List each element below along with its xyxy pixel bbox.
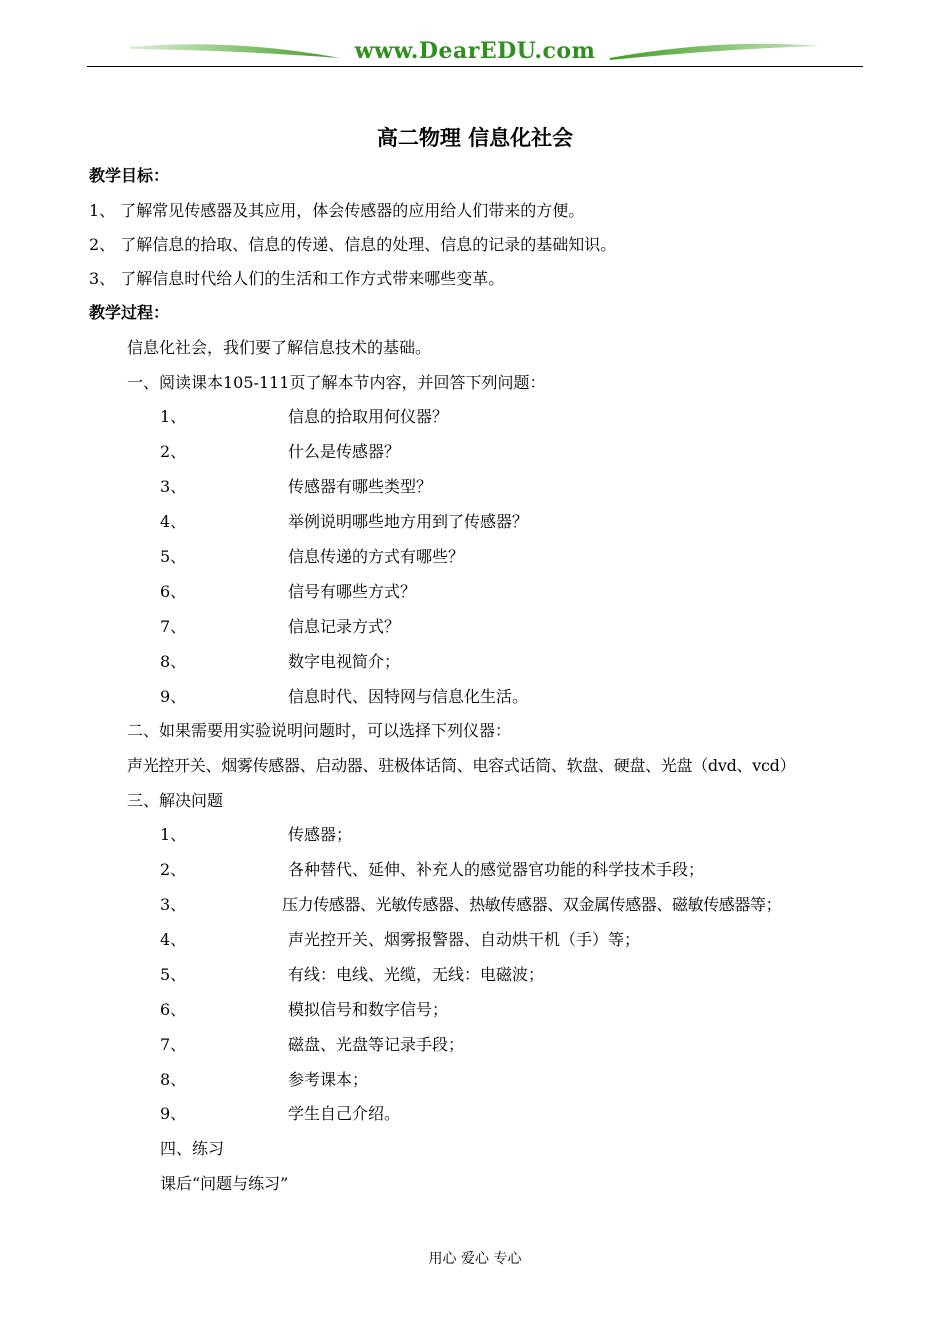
goal-item: 3、 了解信息时代给人们的生活和工作方式带来哪些变革。 — [89, 269, 505, 288]
page-title: 高二物理 信息化社会 — [376, 126, 574, 150]
question-text: 信息的拾取用何仪器？ — [288, 407, 449, 426]
answer-number: 5、 — [160, 965, 187, 984]
section-three-heading: 三、解决问题 — [127, 791, 224, 810]
answer-text: 模拟信号和数字信号； — [288, 1000, 449, 1019]
answer-number: 9、 — [160, 1104, 187, 1123]
question-number: 4、 — [160, 512, 187, 531]
process-heading: 教学过程： — [89, 303, 170, 322]
answer-text: 压力传感器、光敏传感器、热敏传感器、双金属传感器、磁敏传感器等； — [282, 895, 782, 914]
answer-text: 磁盘、光盘等记录手段； — [288, 1035, 465, 1054]
question-number: 7、 — [160, 617, 187, 636]
answer-number: 4、 — [160, 930, 187, 949]
question-number: 9、 — [160, 687, 187, 706]
question-number: 3、 — [160, 477, 187, 496]
answer-text: 参考课本； — [288, 1070, 369, 1089]
answer-text: 有线：电线、光缆，无线：电磁波； — [288, 965, 545, 984]
section-one-heading: 一、阅读课本105-111页了解本节内容，并回答下列问题： — [127, 373, 546, 392]
answer-number: 2、 — [160, 860, 187, 879]
goal-item: 2、 了解信息的拾取、信息的传递、信息的处理、信息的记录的基础知识。 — [89, 235, 617, 254]
question-text: 什么是传感器？ — [288, 442, 401, 461]
question-number: 2、 — [160, 442, 187, 461]
answer-text: 声光控开关、烟雾报警器、自动烘干机（手）等； — [288, 930, 641, 949]
question-text: 信息传递的方式有哪些？ — [288, 547, 465, 566]
answer-text: 各种替代、延伸、补充人的感觉器官功能的科学技术手段； — [288, 860, 705, 879]
section-four-heading: 四、练习 — [160, 1139, 225, 1158]
question-number: 5、 — [160, 547, 187, 566]
question-text: 传感器有哪些类型？ — [288, 477, 433, 496]
section-two-heading: 二、如果需要用实验说明问题时，可以选择下列仪器： — [127, 721, 512, 740]
question-number: 1、 — [160, 407, 187, 426]
answer-text: 学生自己介绍。 — [288, 1104, 401, 1123]
goals-heading: 教学目标： — [89, 166, 170, 185]
question-number: 8、 — [160, 652, 187, 671]
answer-number: 8、 — [160, 1070, 187, 1089]
question-text: 信息记录方式？ — [288, 617, 401, 636]
answer-text: 传感器； — [288, 825, 353, 844]
question-text: 举例说明哪些地方用到了传感器？ — [288, 512, 529, 531]
question-text: 数字电视简介； — [288, 652, 401, 671]
question-number: 6、 — [160, 582, 187, 601]
question-text: 信息时代、因特网与信息化生活。 — [288, 687, 529, 706]
page-header — [0, 0, 950, 80]
question-text: 信号有哪些方式？ — [288, 582, 417, 601]
process-intro: 信息化社会，我们要了解信息技术的基础。 — [127, 338, 432, 357]
answer-number: 6、 — [160, 1000, 187, 1019]
instrument-list: 声光控开关、烟雾传感器、启动器、驻极体话筒、电容式话筒、软盘、硬盘、光盘（dvd、vcd） — [127, 756, 796, 775]
header-rule — [87, 66, 863, 67]
answer-number: 1、 — [160, 825, 187, 844]
goal-item: 1、 了解常见传感器及其应用，体会传感器的应用给人们带来的方便。 — [89, 201, 585, 220]
answer-number: 7、 — [160, 1035, 187, 1054]
page-footer: 用心 爱心 专心 — [428, 1251, 522, 1267]
exercise-note: 课后“问题与练习” — [160, 1174, 289, 1193]
answer-number: 3、 — [160, 895, 187, 914]
site-logo-text: www.DearEDU.com — [354, 38, 596, 64]
